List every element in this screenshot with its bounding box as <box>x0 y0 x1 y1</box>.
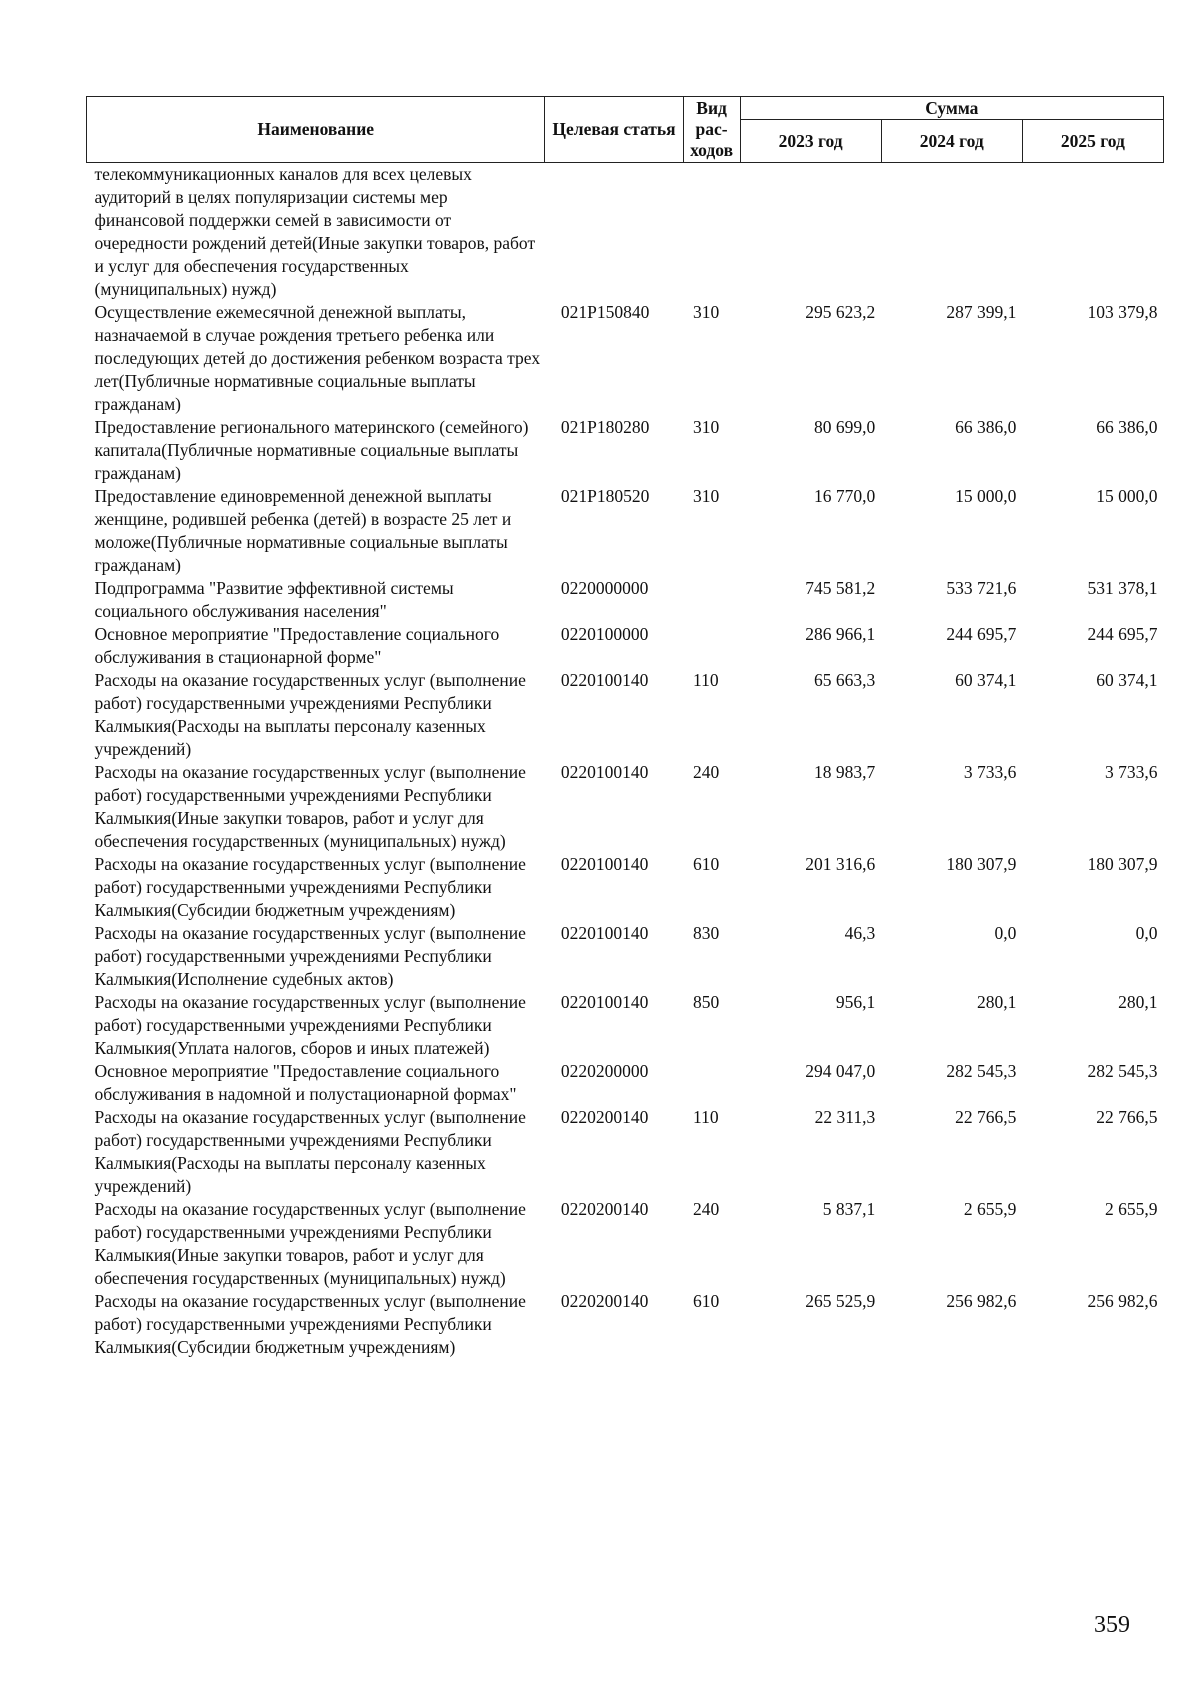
row-sum-2025: 256 982,6 <box>1087 1291 1158 1311</box>
header-year-2023: 2023 год <box>740 120 881 163</box>
row-sum-2025: 66 386,0 <box>1096 417 1158 437</box>
row-vid <box>683 1060 740 1106</box>
header-vid: Вид рас-ходов <box>683 97 740 163</box>
row-code: 021P150840 <box>560 302 650 322</box>
row-name: Подпрограмма "Развитие эффективной системы социального обслуживания населения" <box>94 578 454 621</box>
row-sum-2024: 15 000,0 <box>955 486 1017 506</box>
row-name: Расходы на оказание государственных услуг (выполнение работ) государственными учреждениями Республики Калмыкия(Исполнение судебных актов) <box>94 923 526 989</box>
row-sum-2023: 294 047,0 <box>805 1061 876 1081</box>
row-vid: 830 <box>693 923 720 943</box>
row-code: 0220200140 <box>560 1107 649 1127</box>
row-sum-2024: 256 982,6 <box>946 1291 1017 1311</box>
row-sum-2023 <box>740 163 881 302</box>
row-sum-2024: 287 399,1 <box>946 302 1017 322</box>
row-code: 0220100140 <box>560 670 649 690</box>
row-code: 021P180520 <box>560 486 650 506</box>
table-row <box>87 922 1164 991</box>
row-code: 0220100140 <box>560 762 649 782</box>
row-sum-2025: 531 378,1 <box>1087 578 1158 598</box>
row-code: 0220100140 <box>560 992 649 1012</box>
row-code: 0220100000 <box>560 624 649 644</box>
row-vid <box>683 163 740 302</box>
table-row <box>87 669 1164 761</box>
row-sum-2025: 3 733,6 <box>1105 762 1158 782</box>
header-sum: Сумма <box>740 97 1163 120</box>
row-name: Предоставление регионального материнского (семейного) капитала(Публичные нормативные социальные выплаты гражданам) <box>94 417 529 483</box>
row-vid: 240 <box>693 1199 720 1219</box>
row-name: Расходы на оказание государственных услуг (выполнение работ) государственными учреждениями Республики Калмыкия(Иные закупки товаров, работ и услуг для обеспечения государственных (муниципальных) нужд) <box>94 762 526 851</box>
table-row <box>87 577 1164 623</box>
row-name: Расходы на оказание государственных услуг (выполнение работ) государственными учреждениями Республики Калмыкия(Субсидии бюджетным учреждениям) <box>94 1291 526 1357</box>
row-sum-2025: 0,0 <box>1135 923 1158 943</box>
table-header <box>87 97 1164 163</box>
row-sum-2023: 16 770,0 <box>813 486 876 506</box>
row-name: Расходы на оказание государственных услуг (выполнение работ) государственными учреждениями Республики Калмыкия(Расходы на выплаты персоналу казенных учреждений) <box>94 1107 526 1196</box>
row-name: Осуществление ежемесячной денежной выплаты, назначаемой в случае рождения третьего ребенка или последующих детей до достижения ребенком возраста трех лет(Публичные нормативные социальные выплаты гражданам) <box>94 302 541 414</box>
row-sum-2023: 295 623,2 <box>805 302 876 322</box>
table-row <box>87 1198 1164 1290</box>
row-sum-2024: 2 655,9 <box>963 1199 1017 1219</box>
row-vid: 110 <box>693 1107 719 1127</box>
row-vid: 610 <box>693 1291 720 1311</box>
row-sum-2023: 46,3 <box>844 923 876 943</box>
budget-table <box>86 96 1164 1359</box>
table-row <box>87 163 1164 302</box>
header-name: Наименование <box>87 97 545 163</box>
row-sum-2024: 0,0 <box>994 923 1017 943</box>
row-name: Основное мероприятие "Предоставление социального обслуживания в стационарной форме" <box>94 624 500 667</box>
row-sum-2024: 3 733,6 <box>963 762 1017 782</box>
row-sum-2024: 66 386,0 <box>955 417 1017 437</box>
row-vid: 110 <box>693 670 719 690</box>
table-row <box>87 416 1164 485</box>
row-name: Расходы на оказание государственных услуг (выполнение работ) государственными учреждениями Республики Калмыкия(Уплата налогов, сборов и иных платежей) <box>94 992 526 1058</box>
row-vid: 610 <box>693 854 720 874</box>
header-code: Целевая статья <box>545 97 683 163</box>
row-sum-2025: 22 766,5 <box>1096 1107 1158 1127</box>
header-year-2024: 2024 год <box>881 120 1022 163</box>
row-sum-2025: 60 374,1 <box>1096 670 1158 690</box>
row-sum-2023: 65 663,3 <box>813 670 876 690</box>
row-sum-2025: 280,1 <box>1118 992 1158 1012</box>
row-vid: 310 <box>693 486 720 506</box>
row-vid: 310 <box>693 302 720 322</box>
row-sum-2025: 244 695,7 <box>1087 624 1158 644</box>
row-sum-2024: 533 721,6 <box>946 578 1017 598</box>
table-row <box>87 991 1164 1060</box>
row-vid: 310 <box>693 417 720 437</box>
table-row <box>87 301 1164 416</box>
row-sum-2023: 956,1 <box>835 992 876 1012</box>
row-sum-2024: 60 374,1 <box>955 670 1017 690</box>
row-vid: 850 <box>693 992 720 1012</box>
row-name: Расходы на оказание государственных услуг (выполнение работ) государственными учреждениями Республики Калмыкия(Иные закупки товаров, работ и услуг для обеспечения государственных (муниципальных) нужд) <box>94 1199 526 1288</box>
row-sum-2023: 22 311,3 <box>814 1107 876 1127</box>
row-code: 0220000000 <box>560 578 649 598</box>
row-sum-2024: 282 545,3 <box>946 1061 1017 1081</box>
row-name: Предоставление единовременной денежной выплаты женщине, родившей ребенка (детей) в возрасте 25 лет и моложе(Публичные нормативные социальные выплаты гражданам) <box>94 486 512 575</box>
row-sum-2023: 18 983,7 <box>813 762 876 782</box>
row-vid <box>683 623 740 669</box>
table-row <box>87 1106 1164 1198</box>
row-name: Расходы на оказание государственных услуг (выполнение работ) государственными учреждениями Республики Калмыкия(Субсидии бюджетным учреждениям) <box>94 854 526 920</box>
row-sum-2023: 201 316,6 <box>805 854 876 874</box>
row-sum-2023: 265 525,9 <box>805 1291 876 1311</box>
row-code: 0220200140 <box>560 1291 649 1311</box>
row-sum-2024: 180 307,9 <box>946 854 1017 874</box>
row-sum-2023: 745 581,2 <box>805 578 876 598</box>
row-sum-2024: 22 766,5 <box>955 1107 1017 1127</box>
table-row <box>87 623 1164 669</box>
row-code: 0220100140 <box>560 923 649 943</box>
row-sum-2023: 5 837,1 <box>822 1199 876 1219</box>
table-row <box>87 761 1164 853</box>
row-sum-2023: 80 699,0 <box>813 417 876 437</box>
row-sum-2025: 180 307,9 <box>1087 854 1158 874</box>
table-row <box>87 485 1164 577</box>
row-code: 021P180280 <box>560 417 650 437</box>
table-row <box>87 1060 1164 1106</box>
row-code <box>545 163 683 302</box>
row-sum-2024 <box>881 163 1022 302</box>
row-name: телекоммуникационных каналов для всех целевых аудиторий в целях популяризации системы мер финансовой поддержки семей в зависимости от очередности рождений детей(Иные закупки товаров, работ и услуг для обеспечения государственных (муниципальных) нужд) <box>94 164 536 299</box>
row-sum-2025: 103 379,8 <box>1087 302 1158 322</box>
row-vid <box>683 577 740 623</box>
table-row <box>87 1290 1164 1359</box>
table-row <box>87 853 1164 922</box>
row-code: 0220200000 <box>560 1061 649 1081</box>
header-year-2025: 2025 год <box>1022 120 1163 163</box>
row-code: 0220100140 <box>560 854 649 874</box>
row-sum-2024: 280,1 <box>976 992 1017 1012</box>
row-vid: 240 <box>693 762 720 782</box>
row-sum-2025: 2 655,9 <box>1105 1199 1158 1219</box>
table-body <box>87 163 1164 1360</box>
row-sum-2025 <box>1022 163 1163 302</box>
page-number: 359 <box>1094 1612 1130 1638</box>
row-sum-2024: 244 695,7 <box>946 624 1017 644</box>
row-sum-2025: 15 000,0 <box>1096 486 1158 506</box>
row-code: 0220200140 <box>560 1199 649 1219</box>
row-name: Расходы на оказание государственных услуг (выполнение работ) государственными учреждениями Республики Калмыкия(Расходы на выплаты персоналу казенных учреждений) <box>94 670 526 759</box>
row-name: Основное мероприятие "Предоставление социального обслуживания в надомной и полустационарной формах" <box>94 1061 517 1104</box>
row-sum-2023: 286 966,1 <box>805 624 876 644</box>
row-sum-2025: 282 545,3 <box>1087 1061 1158 1081</box>
